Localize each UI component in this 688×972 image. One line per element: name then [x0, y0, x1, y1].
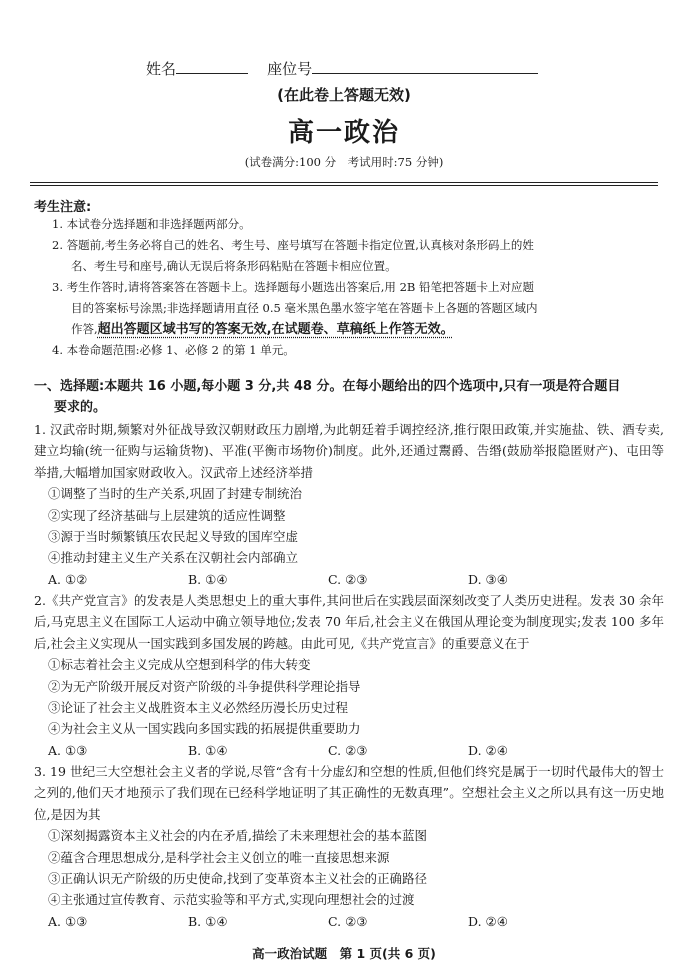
question-2 — [34, 590, 664, 761]
question-stem: 1. 汉武帝时期,频繁对外征战导致汉朝财政压力剧增,为此朝廷着手调控经济,推行限田政策,并实施盐、铁、酒专卖,建立均输(统一征购与运输货物)、平准(平衡市场物价)制度。此外,还通过鬻爵、告缗(鼓励举报隐匿财产)、屯田等举措,大幅增加国家财政收入。汉武帝上述经济举措 — [34, 422, 664, 480]
notice-item-3: 3. 考生作答时,请将答案答在答题卡上。选择题每小题选出答案后,用 2B 铅笔把答题卡上对应题 目的答案标号涂黑;非选择题请用直径 0.5 毫米黑色墨水签字笔在答题卡上各题的答题区域内 作答,超出答题区域书写的答案无效,在试题卷、草稿纸上作答无效。 — [52, 280, 538, 337]
question-stem: 3. 19 世纪三大空想社会主义者的学说,尽管“含有十分虚幻和空想的性质,但他们终究是属于一切时代最伟大的智士之列的,他们天才地预示了我们现在已经科学地证明了其正确性的无数真理”。空想社会主义之所以具有这一历史地位,是因为其 — [34, 764, 664, 822]
statement-2: ②蕴含合理思想成分,是科学社会主义创立的唯一直接思想来源 — [48, 849, 390, 865]
exam-meta: (试卷满分:100 分 考试用时:75 分钟) — [244, 155, 444, 169]
page-footer: 高一政治试题 第 1 页(共 6 页) — [252, 946, 436, 961]
choice-c[interactable]: C. ②③ — [328, 913, 368, 929]
invalid-note: (在此卷上答题无效) — [277, 86, 411, 104]
notice-heading: 考生注意: — [34, 200, 92, 215]
section-heading: 一、选择题:本题共 16 小题,每小题 3 分,共 48 分。在每小题给出的四个选项中,只有一项是符合题目 要求的。 — [34, 379, 621, 415]
statement-3: ③源于当时频繁镇压农民起义导致的国库空虚 — [48, 529, 299, 545]
choice-a[interactable]: A. ①② — [48, 571, 88, 587]
choice-a[interactable]: A. ①③ — [48, 913, 88, 929]
divider-thin — [30, 185, 658, 186]
statement-2: ②为无产阶级开展反对资产阶级的斗争提供科学理论指导 — [48, 678, 361, 694]
name-label: 姓名 — [146, 60, 177, 78]
statement-3: ③论证了社会主义战胜资本主义必然经历漫长历史过程 — [48, 700, 349, 716]
question-3 — [34, 761, 664, 932]
choice-a[interactable]: A. ①③ — [48, 742, 88, 758]
statement-4: ④主张通过宣传教育、示范实验等和平方式,实现向理想社会的过渡 — [48, 892, 415, 908]
notice-item-4: 4. 本卷命题范围:必修 1、必修 2 的第 1 单元。 — [52, 343, 295, 357]
notice-item-1: 1. 本试卷分选择题和非选择题两部分。 — [52, 217, 251, 231]
warning-emphasis: 超出答题区域书写的答案无效,在试题卷、草稿纸上作答无效。 — [97, 322, 454, 337]
choice-b[interactable]: B. ①④ — [188, 571, 228, 587]
page-title: 高一政治 — [287, 118, 400, 148]
statement-1: ①调整了当时的生产关系,巩固了封建专制统治 — [48, 486, 302, 502]
choice-c[interactable]: C. ②③ — [328, 742, 368, 758]
divider-thick — [30, 182, 658, 183]
choice-d[interactable]: D. ②④ — [468, 742, 508, 758]
statement-3: ③正确认识无产阶级的历史使命,找到了变革资本主义社会的正确路径 — [48, 871, 427, 887]
seat-blank[interactable] — [312, 59, 538, 74]
name-blank[interactable] — [176, 59, 248, 74]
seat-label: 座位号 — [267, 60, 313, 78]
statement-1: ①深刻揭露资本主义社会的内在矛盾,描绘了未来理想社会的基本蓝图 — [48, 828, 427, 844]
statement-4: ④为社会主义从一国实践向多国实践的拓展提供重要助力 — [48, 721, 361, 737]
choice-d[interactable]: D. ②④ — [468, 913, 508, 929]
choice-c[interactable]: C. ②③ — [328, 571, 368, 587]
answer-choices — [34, 911, 664, 932]
choice-b[interactable]: B. ①④ — [188, 913, 228, 929]
choice-d[interactable]: D. ③④ — [468, 571, 508, 587]
notice-list — [52, 214, 662, 361]
statement-2: ②实现了经济基础与上层建筑的适应性调整 — [48, 507, 286, 523]
statement-1: ①标志着社会主义完成从空想到科学的伟大转变 — [48, 657, 311, 673]
choice-b[interactable]: B. ①④ — [188, 742, 228, 758]
statement-4: ④推动封建主义生产关系在汉朝社会内部确立 — [48, 550, 299, 566]
answer-choices — [34, 740, 664, 761]
answer-choices — [34, 569, 664, 590]
question-1 — [34, 419, 664, 590]
candidate-info-line — [146, 58, 538, 79]
question-stem: 2.《共产党宣言》的发表是人类思想史上的重大事件,其问世后在实践层面深刻改变了人类历史进程。发表 30 余年后,马克思主义在国际工人运动中确立领导地位;发表 70 年后,社会主义在俄国从理论变为制度现实;发表 100 多年后,社会主义实现从一国实践到多国发展的跨越。由此可见,《共产党宣言》的重要意义在于 — [34, 593, 664, 651]
notice-item-2: 2. 答题前,考生务必将自己的姓名、考生号、座号填写在答题卡指定位置,认真核对条形码上的姓 名、考生号和座号,确认无误后将条形码粘贴在答题卡相应位置。 — [52, 238, 534, 273]
